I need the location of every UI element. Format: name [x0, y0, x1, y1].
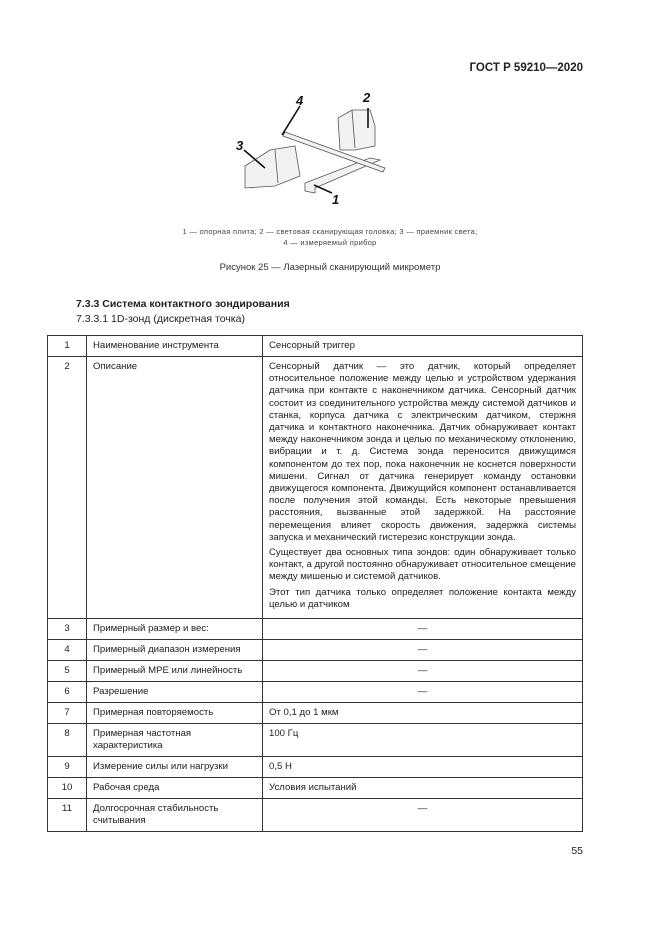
figure-legend-line2: 4 — измеряемый прибор — [283, 238, 377, 247]
light-receiver — [245, 146, 300, 188]
row-value: — — [263, 619, 583, 640]
description-paragraph: Этот тип датчика только определяет положение контакта между целью и датчиком — [269, 586, 576, 610]
row-label: Описание — [87, 357, 263, 619]
table-row — [48, 778, 583, 799]
table-row — [48, 682, 583, 703]
row-value: 100 Гц — [263, 724, 583, 757]
row-label: Примерная повторяемость — [87, 703, 263, 724]
row-number: 9 — [48, 757, 87, 778]
row-value: — — [263, 799, 583, 832]
table-row — [48, 336, 583, 357]
row-label: Долгосрочная стабильность считывания — [87, 799, 263, 832]
callout-4: 4 — [296, 93, 304, 108]
row-value-description — [263, 357, 583, 619]
page-number: 55 — [571, 845, 583, 857]
instrument-table — [47, 335, 583, 832]
row-label: Примерная частотная характеристика — [87, 724, 263, 757]
row-label: Рабочая среда — [87, 778, 263, 799]
row-number: 7 — [48, 703, 87, 724]
row-value: Условия испытаний — [263, 778, 583, 799]
table-row — [48, 703, 583, 724]
scanning-head — [338, 110, 375, 150]
row-number: 10 — [48, 778, 87, 799]
row-value: Сенсорный триггер — [263, 336, 583, 357]
table-row — [48, 357, 583, 619]
row-value: От 0,1 до 1 мкм — [263, 703, 583, 724]
row-value: 0,5 Н — [263, 757, 583, 778]
row-value: — — [263, 640, 583, 661]
row-label: Наименование инструмента — [87, 336, 263, 357]
description-paragraph: Существует два основных типа зондов: один обнаруживает только контакт, а другой постоянно обнаруживает относительное смещение между мишенью и системой датчиков. — [269, 547, 576, 583]
row-number: 5 — [48, 661, 87, 682]
description-paragraph: Сенсорный датчик — это датчик, который определяет относительное положение между целью и устройством удержания датчика при контакте с наконечником датчика. Сенсорный датчик состоит из соединительного устройства между системой датчиков и станка, корпуса датчика с электрическим датчиком, стержня датчика и контактного наконечника. Датчик обнаруживает контакт между наконечником зонда и целью по механическому отклонению, вибрации и т. д. Система зонда переносится движущимся компонентом до тех пор, пока наконечник не коснется поверхности мишени. Сигнал от датчика генерирует команду остановки движущегося компонента. Движущийся компонент останавливается после получения этой команды. Есть некоторые превышения расстояния, вызванные этой задержкой. На расстояние перемещения влияет скорость движения, задержка системы запуска и механический гистерезис конструкции зонда. — [269, 361, 576, 543]
row-number: 1 — [48, 336, 87, 357]
callout-3: 3 — [236, 138, 244, 153]
row-value: — — [263, 682, 583, 703]
row-label: Разрешение — [87, 682, 263, 703]
document-header: ГОСТ Р 59210—2020 — [469, 62, 583, 74]
row-label: Примерный MPE или линейность — [87, 661, 263, 682]
row-label: Примерный диапазон измерения — [87, 640, 263, 661]
callout-1: 1 — [332, 192, 340, 207]
row-number: 6 — [48, 682, 87, 703]
row-label: Примерный размер и вес: — [87, 619, 263, 640]
row-number: 11 — [48, 799, 87, 832]
row-number: 3 — [48, 619, 87, 640]
table-row — [48, 724, 583, 757]
laser-micrometer-figure — [230, 88, 450, 218]
table-row — [48, 661, 583, 682]
row-number: 8 — [48, 724, 87, 757]
callout-2: 2 — [363, 90, 371, 105]
table-row — [48, 799, 583, 832]
table-row — [48, 619, 583, 640]
row-value: — — [263, 661, 583, 682]
table-row — [48, 640, 583, 661]
row-label: Измерение силы или нагрузки — [87, 757, 263, 778]
row-number: 2 — [48, 357, 87, 619]
subsection-title: 7.3.3.1 1D-зонд (дискретная точка) — [76, 313, 245, 325]
table-row — [48, 757, 583, 778]
figure-caption: Рисунок 25 — Лазерный сканирующий микрометр — [219, 262, 441, 273]
row-number: 4 — [48, 640, 87, 661]
figure-legend-line1: 1 — опорная плита; 2 — световая сканирующая головка; 3 — приемник света; — [182, 227, 478, 236]
section-title: 7.3.3 Система контактного зондирования — [76, 298, 290, 310]
